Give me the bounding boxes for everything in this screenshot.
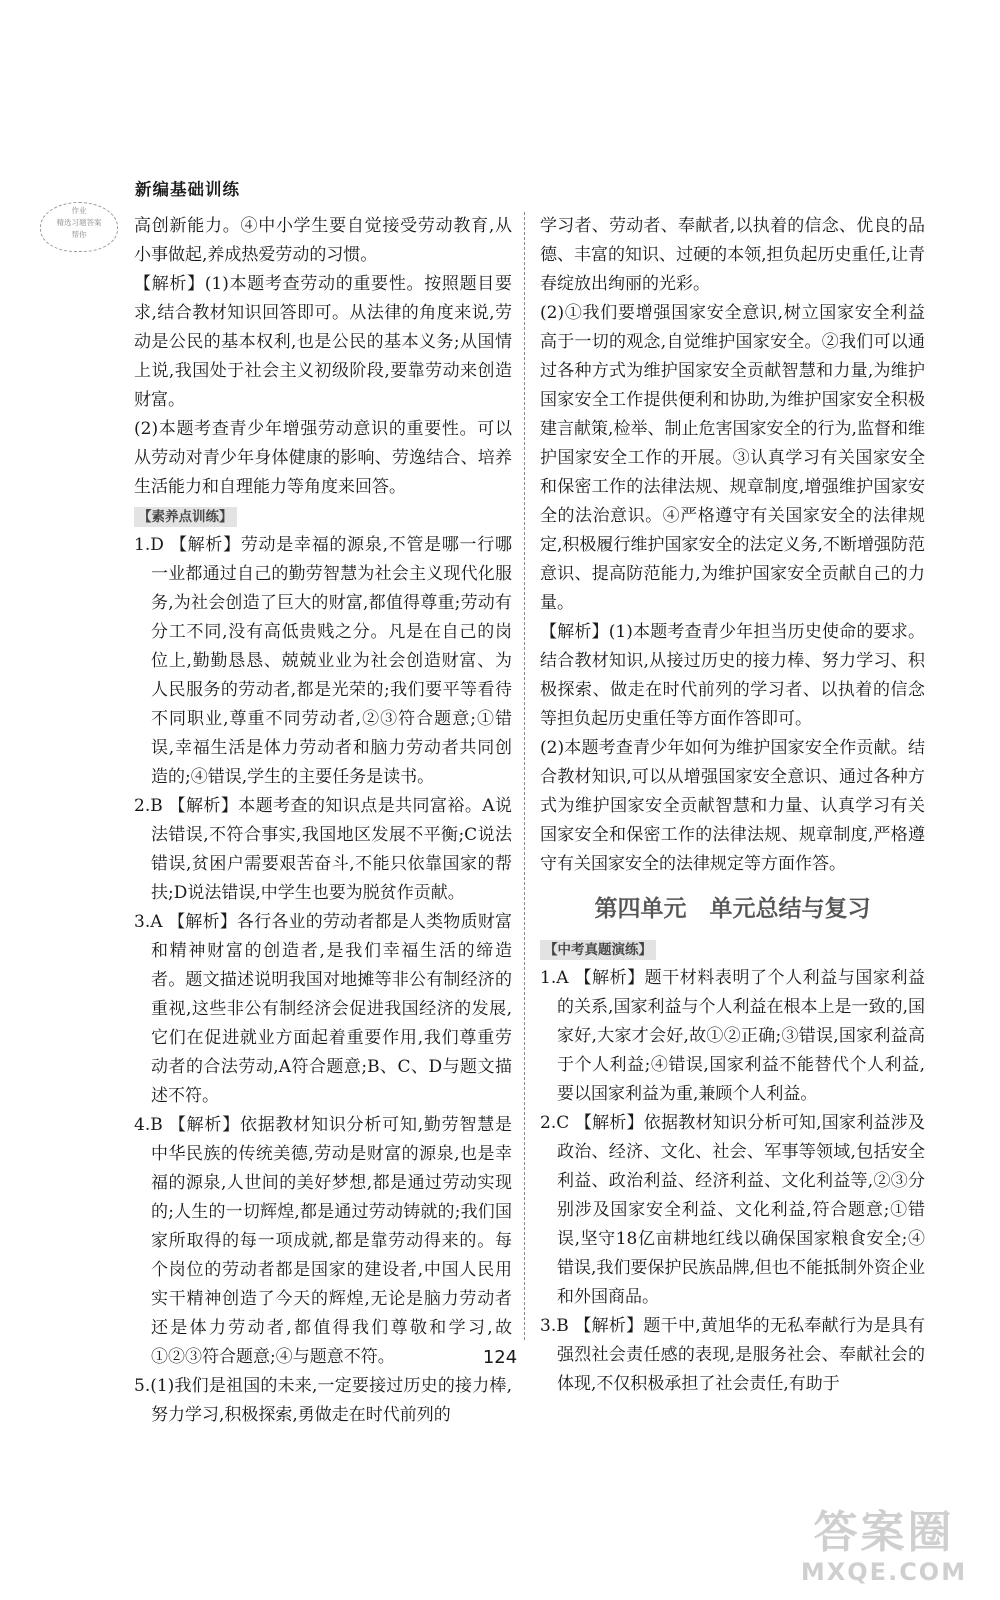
exam-answer-item-2: 2.C 【解析】依据教材知识分析可知,国家利益涉及政治、经济、文化、社会、军事等领域,包括安全利益、政治利益、经济利益、文化利益等,②③分别涉及国家安全利益、文化利益,符合题意;①错误,坚守18亿亩耕地红线以确保国家粮食安全;④错误,我们要保护民族品牌,但也不能抵制外资企业和外国商品。 <box>540 1113 925 1307</box>
analysis-paragraph-2: (2)本题考查青少年增强劳动意识的重要性。可以从劳动对青少年身体健康的影响、劳逸结合、培养生活能力和自理能力等角度来回答。 <box>134 419 512 497</box>
left-column <box>134 212 512 1430</box>
answer-item-5: 5.(1)我们是祖国的未来,一定要接过历史的接力棒,努力学习,积极探索,勇做走在时代前列的 <box>134 1376 512 1425</box>
answer-part-2: (2)①我们要增强国家安全意识,树立国家安全利益高于一切的观念,自觉维护国家安全。②我们可以通过各种方式为维护国家安全贡献智慧和力量,为维护国家安全工作提供便利和协助,为维护国家安全积极建言献策,检举、制止危害国家安全的行为,监督和维护国家安全工作的开展。③认真学习有关国家安全和保密工作的法律法规、规章制度,增强维护国家安全的法治意识。④严格遵守有关国家安全的法律规定,积极履行维护国家安全的法定义务,不断增强防范意识、提高防范能力,为维护国家安全贡献自己的力量。 <box>540 303 925 613</box>
analysis-paragraph-1: 【解析】(1)本题考查青少年担当历史使命的要求。结合教材知识,从接过历史的接力棒、努力学习、积极探索、做走在时代前列的学习者、以执着的信念等担负起历史重任等方面作答即可。 <box>540 622 925 729</box>
section-label-literacy-training: 【素养点训练】 <box>134 507 237 527</box>
section-label-exam-practice: 【中考真题演练】 <box>540 940 656 960</box>
answer-item-4: 4.B 【解析】依据教材知识分析可知,勤劳智慧是中华民族的传统美德,劳动是财富的源泉,也是幸福的源泉,人世间的美好梦想,都是通过劳动实现的;人生的一切辉煌,都是通过劳动铸就的;我们国家所取得的每一项成就,都是靠劳动得来的。每个岗位的劳动者都是国家的建设者,中国人民用实干精神创造了今天的辉煌,无论是脑力劳动者还是体力劳动者,都值得我们尊敬和学习,故①②③符合题意;④与题意不符。 <box>134 1115 512 1367</box>
analysis-paragraph-1: 【解析】(1)本题考查劳动的重要性。按照题目要求,结合教材知识回答即可。从法律的角度来说,劳动是公民的基本权利,也是公民的基本义务;从国情上说,我国处于社会主义初级阶段,要靠劳动来创造财富。 <box>134 274 512 410</box>
answer-item-1: 1.D 【解析】劳动是幸福的源泉,不管是哪一行哪一业都通过自己的勤劳智慧为社会主义现代化服务,为社会创造了巨大的财富,都值得尊重;劳动有分工不同,没有高低贵贱之分。凡是在自己的岗位上,勤勤恳恳、兢兢业业为社会创造财富、为人民服务的劳动者,都是光荣的;我们要平等看待不同职业,尊重不同劳动者,②③符合题意;①错误,幸福生活是体力劳动者和脑力劳动者共同创造的;④错误,学生的主要任务是读书。 <box>134 535 512 787</box>
answer-item-2: 2.B 【解析】本题考查的知识点是共同富裕。A说法错误,不符合事实,我国地区发展不平衡;C说法错误,贫困户需要艰苦奋斗,不能只依靠国家的帮扶;D说法错误,中学生也要为脱贫作贡献。 <box>134 796 512 903</box>
site-watermark-logo <box>798 1508 970 1586</box>
watermark-line-1: 答案圈 <box>813 1507 955 1558</box>
book-series-title: 新编基础训练 <box>135 180 240 199</box>
analysis-paragraph-2: (2)本题考查青少年如何为维护国家安全作贡献。结合教材知识,可以从增强国家安全意识、通过各种方式为维护国家安全贡献智慧和力量、认真学习有关国家安全和保密工作的法律法规、规章制度,严格遵守有关国家安全的法律规定等方面作答。 <box>540 738 925 874</box>
homework-stamp-logo: 作业 精选习题答案 帮你 <box>40 202 118 252</box>
answer-item-3: 3.A 【解析】各行各业的劳动者都是人类物质财富和精神财富的创造者,是我们幸福生活的缔造者。题文描述说明我国对地摊等非公有制经济的重视,这些非公有制经济会促进我国经济的发展,它们在促进就业方面起着重要作用,我们尊重劳动者的合法劳动,A符合题意;B、C、D与题文描述不符。 <box>134 912 512 1106</box>
continuation-paragraph: 学习者、劳动者、奉献者,以执着的信念、优良的品德、丰富的知识、过硬的本领,担负起历史重任,让青春绽放出绚丽的光彩。 <box>540 216 925 294</box>
exam-answer-item-1: 1.A 【解析】题干材料表明了个人利益与国家利益的关系,国家利益与个人利益在根本上是一致的,国家好,大家才会好,故①②正确;③错误,国家利益高于个人利益;④错误,国家利益不能替代个人利益,要以国家利益为重,兼顾个人利益。 <box>540 968 925 1104</box>
watermark-line-2: MXQE.COM <box>800 1558 968 1586</box>
column-divider <box>524 212 525 1340</box>
unit-title: 第四单元 单元总结与复习 <box>594 895 871 922</box>
intro-paragraph: 高创新能力。④中小学生要自觉接受劳动教育,从小事做起,养成热爱劳动的习惯。 <box>134 216 512 265</box>
exam-answer-item-3: 3.B 【解析】题干中,黄旭华的无私奉献行为是具有强烈社会责任感的表现,是服务社会、奉献社会的体现,不仅积极承担了社会责任,有助于 <box>540 1316 925 1394</box>
right-column <box>540 212 925 1399</box>
page-number: 124 <box>482 1347 518 1368</box>
